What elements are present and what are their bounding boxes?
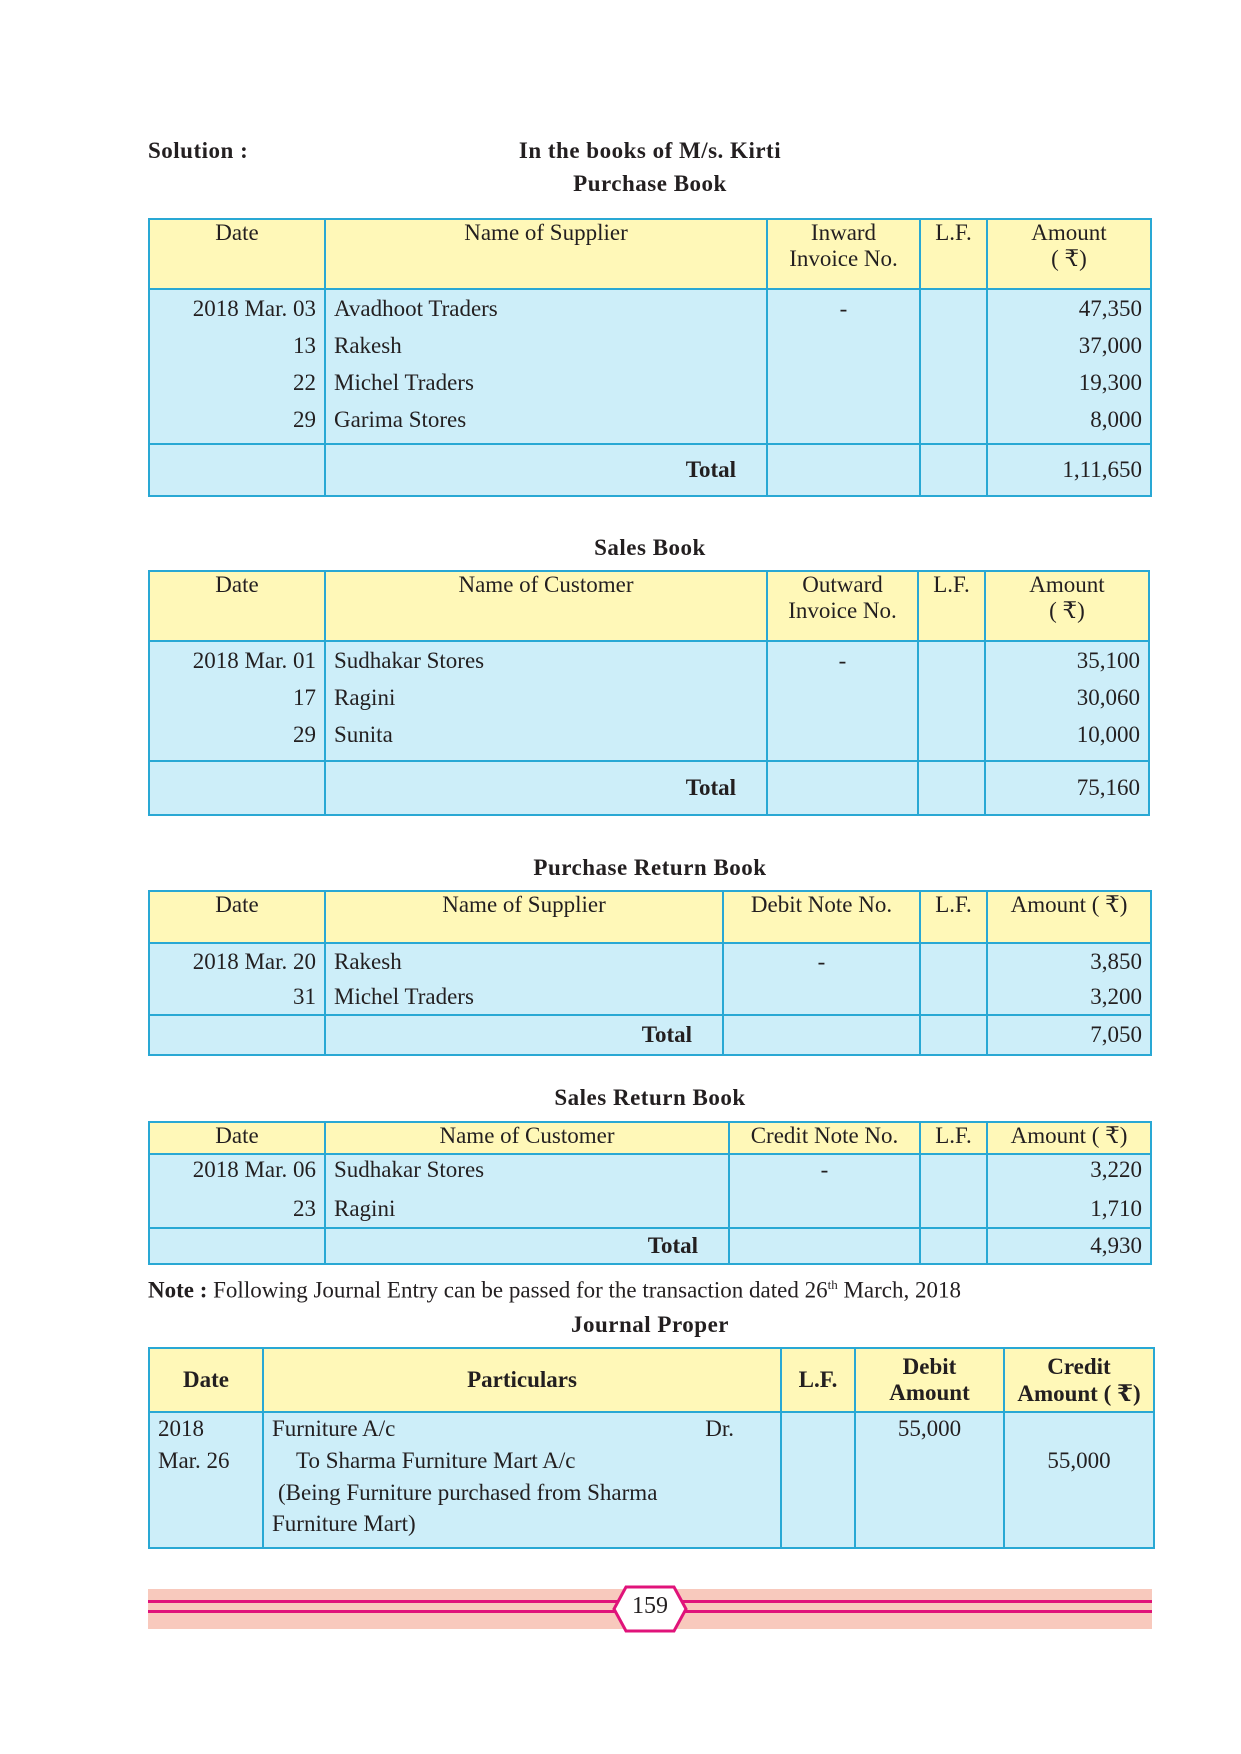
row-name: Ragini (334, 685, 396, 710)
total-label: Total (325, 1015, 723, 1055)
invoice-cell (767, 289, 920, 444)
lf-cell (920, 943, 987, 1015)
note-text: Following Journal Entry can be passed for the transaction dated 26 (207, 1277, 828, 1303)
name-cell (325, 1154, 729, 1228)
row-name: Rakesh (334, 949, 402, 974)
note-label: Note : (148, 1277, 208, 1303)
entry-credit-amount: 55,000 (1004, 1412, 1154, 1548)
journal-entry-row (149, 1412, 1154, 1548)
total-label: Total (325, 761, 767, 815)
row-amount: 3,220 (1090, 1157, 1142, 1182)
name-cell (325, 289, 767, 444)
note-cell (723, 943, 920, 1015)
books-of-heading: In the books of M/s. Kirti (518, 138, 782, 163)
total-row (149, 1015, 1151, 1055)
col-lf: L.F. (918, 571, 985, 641)
lf-cell (920, 289, 987, 444)
row-date: 17 (293, 685, 316, 710)
sales-return-book-title: Sales Return Book (554, 1085, 746, 1110)
row-amount: 1,710 (1090, 1196, 1142, 1221)
table-body (149, 1154, 1151, 1228)
row-name: Sunita (334, 722, 393, 747)
debit-account: Furniture A/c (272, 1416, 396, 1441)
col-amount: Amount ( ₹) (987, 891, 1151, 943)
row-amount: 47,350 (1078, 296, 1142, 321)
row-amount: 37,000 (1078, 333, 1142, 358)
row-date: 29 (293, 407, 316, 432)
note-text-end: March, 2018 (837, 1277, 961, 1303)
purchase-book-table (148, 218, 1152, 497)
dr-label: Dr. (705, 1416, 734, 1441)
name-cell (325, 641, 767, 761)
row-note: - (817, 949, 826, 974)
sales-book-title: Sales Book (594, 535, 706, 560)
row-amount: 19,300 (1078, 370, 1142, 395)
note-superscript: th (827, 1277, 838, 1292)
col-name: Name of Customer (325, 1122, 729, 1154)
date-cell (149, 943, 325, 1015)
table-body (149, 943, 1151, 1015)
row-date: 2018 Mar. 06 (192, 1157, 316, 1182)
col-date: Date (149, 891, 325, 943)
credit-account: To Sharma Furniture Mart A/c (296, 1448, 576, 1473)
sales-book-table (148, 570, 1150, 816)
col-lf: L.F. (920, 219, 987, 289)
col-credit-note: Credit Note No. (729, 1122, 920, 1154)
invoice-cell (767, 641, 918, 761)
row-date: 29 (293, 722, 316, 747)
row-amount: 10,000 (1076, 722, 1140, 747)
col-amount: Amount ( ₹) (987, 1122, 1151, 1154)
entry-particulars (263, 1412, 781, 1548)
date-cell (149, 289, 325, 444)
entry-debit-amount: 55,000 (855, 1412, 1004, 1548)
total-amount: 7,050 (987, 1015, 1151, 1055)
col-lf: L.F. (920, 1122, 987, 1154)
row-date: 31 (293, 984, 316, 1009)
total-row (149, 1228, 1151, 1264)
col-debit: Debit Amount (855, 1348, 1004, 1412)
date-cell (149, 1154, 325, 1228)
row-name: Michel Traders (334, 984, 474, 1009)
note-cell (729, 1154, 920, 1228)
col-name: Name of Supplier (325, 891, 723, 943)
amount-cell (987, 1154, 1151, 1228)
table-header-row (149, 891, 1151, 943)
row-amount: 35,100 (1076, 648, 1140, 673)
row-amount: 8,000 (1090, 407, 1142, 432)
total-amount: 4,930 (987, 1228, 1151, 1264)
journal-table (148, 1347, 1155, 1549)
col-date: Date (149, 219, 325, 289)
total-label: Total (325, 444, 767, 496)
col-amount: Amount ( ₹) (985, 571, 1149, 641)
col-date: Date (149, 1348, 263, 1412)
row-date: 22 (293, 370, 316, 395)
row-name: Sudhakar Stores (334, 1157, 485, 1182)
row-name: Avadhoot Traders (334, 296, 498, 321)
purchase-book-title: Purchase Book (573, 171, 727, 196)
lf-cell (918, 641, 985, 761)
amount-cell (987, 289, 1151, 444)
row-invoice: - (838, 648, 847, 673)
narration-continued: Furniture Mart) (272, 1511, 416, 1536)
table-header-row (149, 1348, 1154, 1412)
col-lf: L.F. (920, 891, 987, 943)
row-date: 2018 Mar. 03 (192, 296, 316, 321)
amount-cell (985, 641, 1149, 761)
solution-label: Solution : (148, 138, 249, 163)
col-invoice: Inward Invoice No. (767, 219, 920, 289)
total-row (149, 444, 1151, 496)
row-amount: 3,850 (1090, 949, 1142, 974)
col-lf: L.F. (781, 1348, 855, 1412)
table-body (149, 289, 1151, 444)
journal-title: Journal Proper (571, 1312, 729, 1337)
col-date: Date (149, 571, 325, 641)
table-header-row (149, 571, 1149, 641)
row-date: 2018 Mar. 20 (192, 949, 316, 974)
col-credit: Credit Amount ( ₹) (1004, 1348, 1154, 1412)
col-name: Name of Supplier (325, 219, 767, 289)
row-date: 2018 Mar. 01 (192, 648, 316, 673)
col-invoice: Outward Invoice No. (767, 571, 918, 641)
row-name: Michel Traders (334, 370, 474, 395)
row-name: Garima Stores (334, 407, 467, 432)
row-name: Ragini (334, 1196, 396, 1221)
row-date: 13 (293, 333, 316, 358)
purchase-return-book-table (148, 890, 1152, 1056)
note-line (148, 1277, 961, 1304)
narration: (Being Furniture purchased from Sharma (278, 1480, 658, 1505)
name-cell (325, 943, 723, 1015)
row-note: - (820, 1157, 829, 1182)
total-amount: 1,11,650 (987, 444, 1151, 496)
row-date: 23 (293, 1196, 316, 1221)
lf-cell (920, 1154, 987, 1228)
row-amount: 30,060 (1076, 685, 1140, 710)
table-body (149, 641, 1149, 761)
col-name: Name of Customer (325, 571, 767, 641)
col-date: Date (149, 1122, 325, 1154)
total-row (149, 761, 1149, 815)
sales-return-book-table (148, 1121, 1152, 1265)
entry-lf (781, 1412, 855, 1548)
row-name: Sudhakar Stores (334, 648, 485, 673)
row-amount: 3,200 (1090, 984, 1142, 1009)
col-amount: Amount ( ₹) (987, 219, 1151, 289)
col-particulars: Particulars (263, 1348, 781, 1412)
row-invoice: - (839, 296, 848, 321)
row-name: Rakesh (334, 333, 402, 358)
amount-cell (987, 943, 1151, 1015)
page-number: 159 (632, 1593, 668, 1619)
date-cell (149, 641, 325, 761)
total-label: Total (325, 1228, 729, 1264)
entry-date: 2018 Mar. 26 (149, 1412, 263, 1548)
table-header-row (149, 1122, 1151, 1154)
total-amount: 75,160 (985, 761, 1149, 815)
purchase-return-book-title: Purchase Return Book (533, 855, 767, 880)
col-debit-note: Debit Note No. (723, 891, 920, 943)
table-header-row (149, 219, 1151, 289)
